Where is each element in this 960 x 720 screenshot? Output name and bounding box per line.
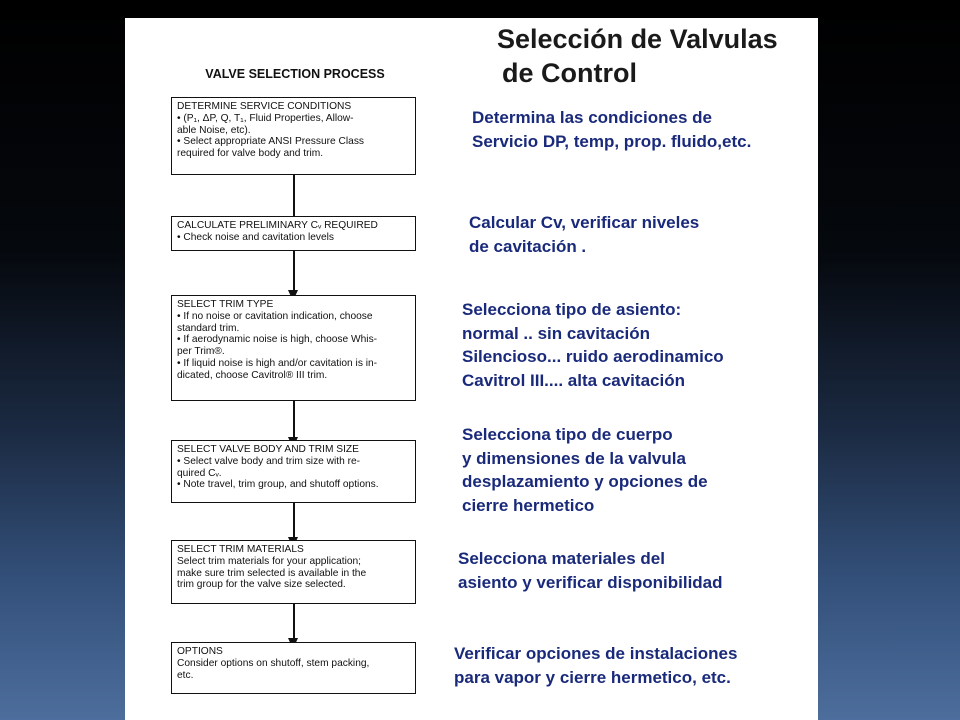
description-line: Determina las condiciones de xyxy=(472,108,712,127)
slide-title-line1: Selección de Valvulas xyxy=(497,24,778,54)
step-box-line: per Trim®. xyxy=(177,346,225,358)
description-line: Servicio DP, temp, prop. fluido,etc. xyxy=(472,131,752,151)
step-description-calculate-cv xyxy=(469,211,699,258)
description-line: Selecciona tipo de asiento: xyxy=(462,300,682,319)
step-description-trim-materials xyxy=(458,547,723,594)
flowchart-heading: VALVE SELECTION PROCESS xyxy=(205,67,385,81)
description-line: para vapor y cierre hermetico, etc. xyxy=(454,667,731,687)
step-box-title: SELECT TRIM MATERIALS xyxy=(177,544,304,555)
step-description-options xyxy=(454,642,737,689)
step-box-line: required for valve body and trim. xyxy=(177,148,324,160)
step-box-trim-type xyxy=(171,295,416,401)
description-line: desplazamiento y opciones de xyxy=(462,472,708,491)
step-box-trim-materials xyxy=(171,540,416,604)
step-box-line: able Noise, etc). xyxy=(177,124,251,136)
flow-arrow-line xyxy=(293,401,295,440)
slide-title-line2: de Control xyxy=(502,58,637,88)
step-box-line: quired Cᵥ. xyxy=(177,467,222,479)
step-box-line: dicated, choose Cavitrol® III trim. xyxy=(177,369,328,381)
flow-arrow-line xyxy=(293,175,295,218)
slide-canvas xyxy=(125,18,818,720)
step-box-line: standard trim. xyxy=(177,322,240,334)
description-line: de cavitación . xyxy=(469,236,587,256)
description-line: Selecciona materiales del xyxy=(458,549,665,568)
flow-arrow-line xyxy=(293,604,295,641)
description-line: cierre hermetico xyxy=(462,495,595,515)
step-box-title: DETERMINE SERVICE CONDITIONS xyxy=(177,101,352,112)
description-line: Verificar opciones de instalaciones xyxy=(454,644,738,663)
step-box-body-and-trim-size xyxy=(171,440,416,503)
description-line: Cavitrol III.... alta cavitación xyxy=(462,370,685,390)
step-box-line: etc. xyxy=(177,669,194,681)
step-description-service-conditions xyxy=(472,106,751,153)
description-line: Silencioso... ruido aerodinamico xyxy=(462,347,724,366)
step-box-line: • Check noise and cavitation levels xyxy=(177,231,335,243)
description-line: Calcular Cv, verificar niveles xyxy=(469,213,700,232)
flow-arrow-line xyxy=(293,503,295,540)
step-box-line: • Select valve body and trim size with re- xyxy=(177,455,361,467)
step-box-line: • Select appropriate ANSI Pressure Class xyxy=(177,136,365,148)
step-description-body-and-trim-size xyxy=(462,423,708,517)
step-box-line: • (P₁, ΔP, Q, T₁, Fluid Properties, Allow- xyxy=(177,112,354,124)
step-box-title: SELECT VALVE BODY AND TRIM SIZE xyxy=(177,444,359,455)
step-box-calculate-cv xyxy=(171,216,416,251)
step-box-options xyxy=(171,642,416,694)
step-box-service-conditions xyxy=(171,97,416,175)
step-box-line: • Note travel, trim group, and shutoff options. xyxy=(177,479,379,491)
step-box-line: Consider options on shutoff, stem packing, xyxy=(177,657,370,669)
description-line: normal .. sin cavitación xyxy=(462,323,651,343)
step-box-line: • If no noise or cavitation indication, choose xyxy=(177,310,373,322)
flow-arrow-line xyxy=(293,251,295,293)
step-box-line: Select trim materials for your application; xyxy=(177,555,362,567)
step-box-title: CALCULATE PRELIMINARY Cᵥ REQUIRED xyxy=(177,220,378,231)
step-description-trim-type xyxy=(462,298,724,392)
step-box-line: trim group for the valve size selected. xyxy=(177,579,346,591)
description-line: asiento y verificar disponibilidad xyxy=(458,572,723,592)
description-line: y dimensiones de la valvula xyxy=(462,448,686,468)
description-line: Selecciona tipo de cuerpo xyxy=(462,425,673,444)
step-box-line: make sure trim selected is available in the xyxy=(177,567,367,579)
step-box-line: • If liquid noise is high and/or cavitation is in- xyxy=(177,357,378,369)
step-box-line: • If aerodynamic noise is high, choose Whis- xyxy=(177,334,378,346)
step-box-title: OPTIONS xyxy=(177,646,223,657)
step-box-title: SELECT TRIM TYPE xyxy=(177,299,274,310)
